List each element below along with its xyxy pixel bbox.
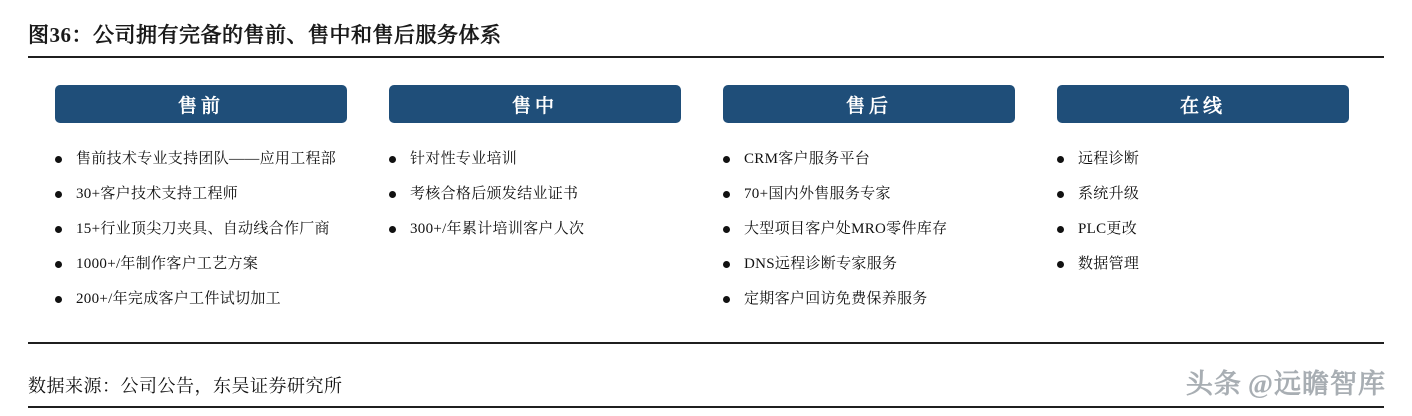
column-header-online: 在线 bbox=[1057, 85, 1349, 123]
list-item bbox=[55, 149, 347, 169]
list-item-label: PLC更改 bbox=[1078, 221, 1138, 237]
bullet-dot-icon bbox=[389, 226, 396, 233]
page-title: 图36：公司拥有完备的售前、售中和售后服务体系 bbox=[28, 23, 502, 47]
list-item-label: 70+国内外售服务专家 bbox=[744, 186, 891, 202]
list-item bbox=[55, 184, 347, 204]
list-item-label: 售前技术专业支持团队——应用工程部 bbox=[76, 151, 337, 167]
list-item-label: 30+客户技术支持工程师 bbox=[76, 186, 239, 202]
list-item-label: 远程诊断 bbox=[1078, 151, 1140, 167]
list-item-label: 15+行业顶尖刀夹具、自动线合作厂商 bbox=[76, 221, 330, 237]
list-item-label: 300+/年累计培训客户人次 bbox=[410, 221, 585, 237]
bullet-dot-icon bbox=[55, 296, 62, 303]
watermark bbox=[1186, 362, 1386, 401]
list-item bbox=[723, 289, 1015, 309]
divider-top bbox=[28, 56, 1384, 58]
column-body-during-sales bbox=[389, 149, 681, 239]
list-item-label: 大型项目客户处MRO零件库存 bbox=[744, 221, 948, 237]
bullet-dot-icon bbox=[1057, 156, 1064, 163]
list-item-label: 1000+/年制作客户工艺方案 bbox=[76, 256, 259, 272]
bullet-dot-icon bbox=[1057, 261, 1064, 268]
list-item-label: 系统升级 bbox=[1078, 186, 1140, 202]
bullet-list-online bbox=[1057, 149, 1349, 274]
bullet-dot-icon bbox=[723, 261, 730, 268]
bullet-list-pre-sales bbox=[55, 149, 347, 309]
list-item-label: DNS远程诊断专家服务 bbox=[744, 256, 898, 272]
list-item-label: 考核合格后颁发结业证书 bbox=[410, 186, 579, 202]
list-item bbox=[1057, 184, 1349, 204]
column-header-after-sales: 售后 bbox=[723, 85, 1015, 123]
bullet-list-during-sales bbox=[389, 149, 681, 239]
list-item bbox=[389, 149, 681, 169]
list-item bbox=[55, 219, 347, 239]
list-item bbox=[55, 289, 347, 309]
list-item bbox=[723, 254, 1015, 274]
column-header-during-sales: 售中 bbox=[389, 85, 681, 123]
list-item bbox=[1057, 149, 1349, 169]
bullet-dot-icon bbox=[55, 261, 62, 268]
list-item bbox=[723, 219, 1015, 239]
bullet-dot-icon bbox=[723, 156, 730, 163]
bullet-list-after-sales bbox=[723, 149, 1015, 309]
service-columns bbox=[55, 85, 1365, 324]
figure-title-row bbox=[28, 16, 1384, 52]
list-item-label: 200+/年完成客户工件试切加工 bbox=[76, 291, 281, 307]
list-item bbox=[389, 184, 681, 204]
source-note: 数据来源：公司公告，东吴证券研究所 bbox=[28, 376, 343, 396]
column-body-online bbox=[1057, 149, 1349, 274]
divider-middle bbox=[28, 342, 1384, 344]
bullet-dot-icon bbox=[55, 156, 62, 163]
watermark-text: @远瞻智库 bbox=[1247, 369, 1386, 399]
bullet-dot-icon bbox=[1057, 226, 1064, 233]
bullet-dot-icon bbox=[723, 296, 730, 303]
list-item-label: 数据管理 bbox=[1078, 256, 1140, 272]
column-body-after-sales bbox=[723, 149, 1015, 309]
bullet-dot-icon bbox=[389, 156, 396, 163]
bullet-dot-icon bbox=[55, 191, 62, 198]
bullet-dot-icon bbox=[389, 191, 396, 198]
column-during-sales bbox=[389, 85, 681, 324]
list-item bbox=[1057, 219, 1349, 239]
column-body-pre-sales bbox=[55, 149, 347, 309]
list-item bbox=[389, 219, 681, 239]
watermark-logo: 头条 bbox=[1185, 369, 1242, 399]
bullet-dot-icon bbox=[723, 226, 730, 233]
column-online bbox=[1057, 85, 1349, 324]
divider-bottom bbox=[28, 406, 1384, 408]
bullet-dot-icon bbox=[55, 226, 62, 233]
list-item bbox=[1057, 254, 1349, 274]
list-item-label: CRM客户服务平台 bbox=[744, 151, 871, 167]
bullet-dot-icon bbox=[1057, 191, 1064, 198]
column-after-sales bbox=[723, 85, 1015, 324]
list-item bbox=[55, 254, 347, 274]
list-item-label: 针对性专业培训 bbox=[410, 151, 518, 167]
column-header-pre-sales: 售前 bbox=[55, 85, 347, 123]
bullet-dot-icon bbox=[723, 191, 730, 198]
list-item bbox=[723, 184, 1015, 204]
column-pre-sales bbox=[55, 85, 347, 324]
list-item-label: 定期客户回访免费保养服务 bbox=[744, 291, 928, 307]
list-item bbox=[723, 149, 1015, 169]
